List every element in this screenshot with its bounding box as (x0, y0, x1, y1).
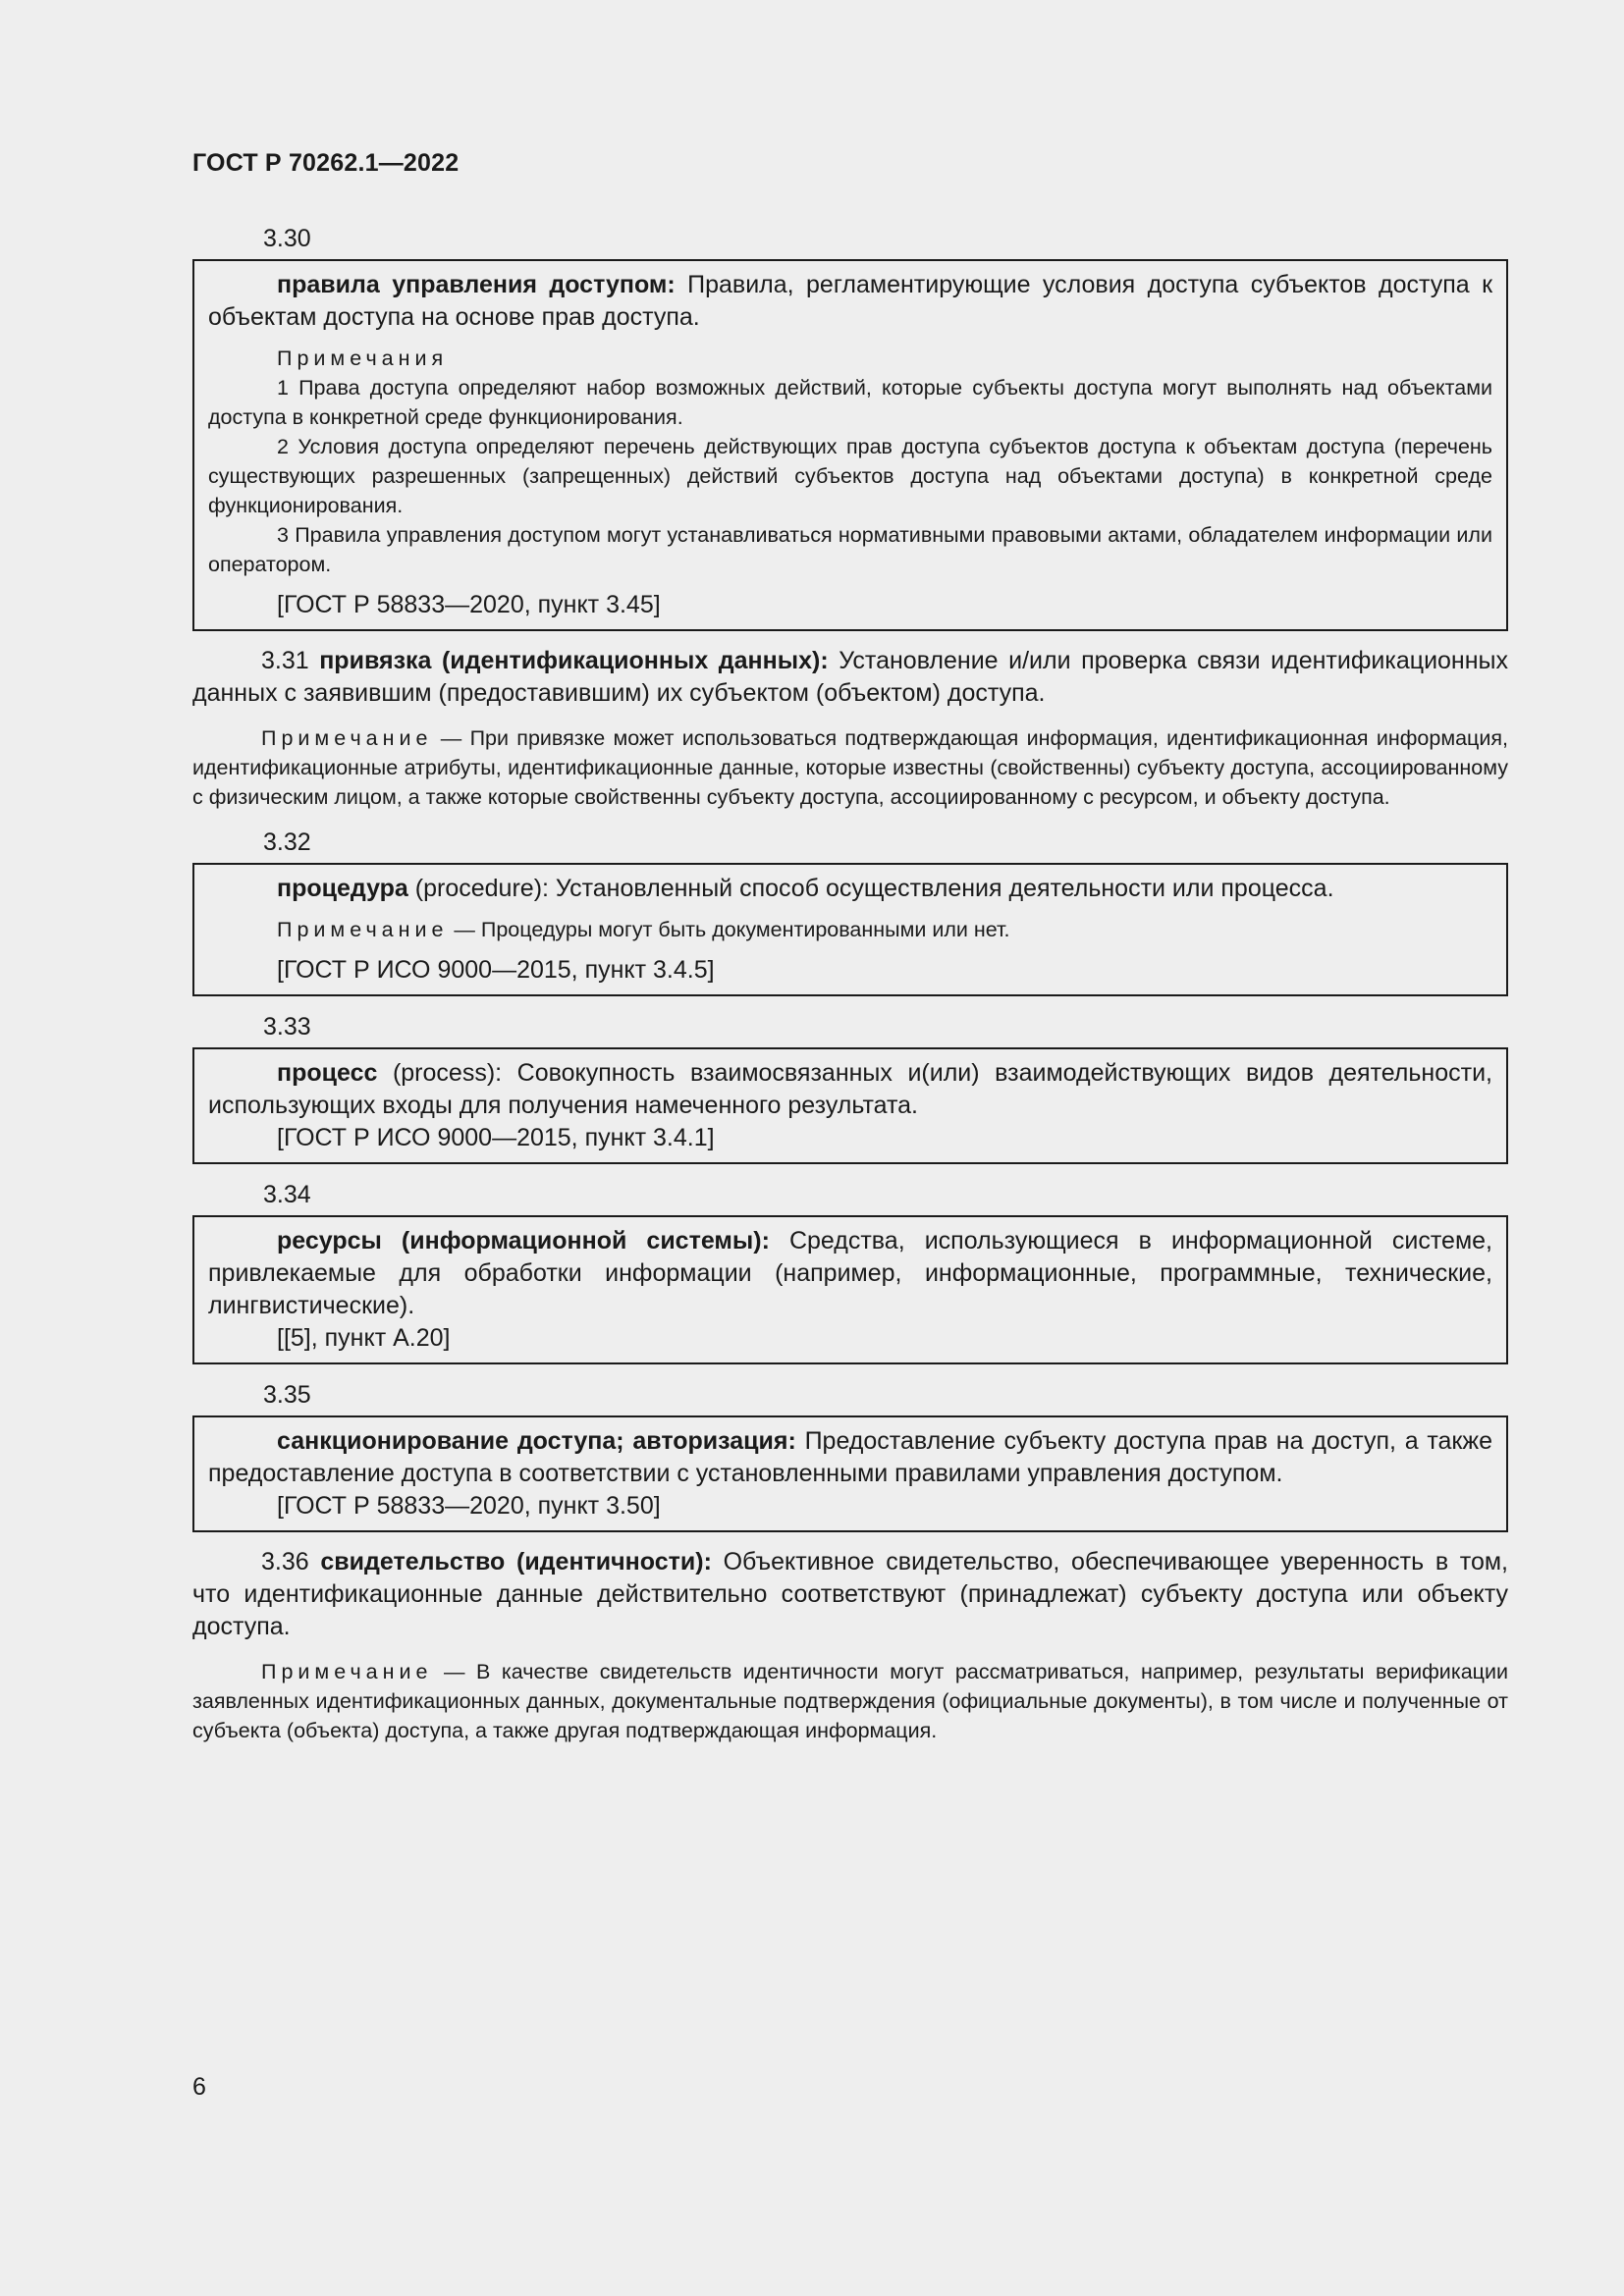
note-text: — Процедуры могут быть документированными или нет. (448, 918, 1010, 941)
term-source: [ГОСТ Р 58833—2020, пункт 3.50] (277, 1492, 661, 1520)
note-item: 3 Правила управления доступом могут устанавливаться нормативными правовыми актами, обладателем информации или оператором. (208, 523, 1492, 576)
term-title: привязка (идентификационных данных): (319, 647, 829, 674)
term-title: ресурсы (информационной системы): (277, 1227, 770, 1255)
note-label: Примечание (261, 726, 433, 750)
term-definition (208, 873, 1492, 905)
term-definition-3-31 (192, 645, 1508, 710)
term-box-3-30 (192, 259, 1508, 631)
term-box-3-33 (192, 1047, 1508, 1164)
term-definition (208, 1057, 1492, 1122)
term-title: правила управления доступом: (277, 271, 676, 298)
term-number: 3.34 (263, 1181, 311, 1208)
definition-text: (procedure): Установленный способ осуществления деятельности или процесса. (407, 875, 1334, 902)
term-note-3-31 (192, 723, 1508, 812)
term-title: процедура (277, 875, 408, 902)
term-title: процесс (277, 1059, 378, 1087)
term-box-3-34 (192, 1215, 1508, 1364)
term-definition-3-36 (192, 1546, 1508, 1643)
term-source: [[5], пункт А.20] (277, 1324, 451, 1352)
note-text: — В качестве свидетельств идентичности могут рассматриваться, например, результаты верификации заявленных идентификационных данных, документальные подтверждения (официальные документы), в том числе и полученные от субъекта (объекта) доступа, а также другая подтверждающая информация. (192, 1660, 1508, 1742)
term-definition (208, 1225, 1492, 1322)
term-box-3-32 (192, 863, 1508, 996)
definition-text: Предоставление субъекту доступа прав на доступ, а также предоставление доступа в соответствии с установленными правилами управления доступом. (208, 1427, 1493, 1487)
term-title: свидетельство (идентичности): (320, 1548, 712, 1575)
note-label: Примечание (277, 918, 449, 941)
note-text: — При привязке может использоваться подтверждающая информация, идентификационная информация, идентификационные атрибуты, идентификационные данные, которые известны (свойственны) субъекту доступа, ассоциированному с физическим лицом, а также которые свойственны субъекту доступа, ассоциированному с ресурсом, и объекту доступа. (192, 726, 1508, 809)
term-definition (208, 1425, 1492, 1490)
notes-heading: Примечания (277, 347, 449, 370)
definition-text: Правила, регламентирующие условия доступа субъектов доступа к объектам доступа на основе прав доступа. (208, 271, 1493, 331)
term-number: 3.32 (263, 828, 311, 856)
term-source: [ГОСТ Р 58833—2020, пункт 3.45] (277, 591, 661, 618)
document-body (192, 222, 1508, 1759)
term-note-3-36 (192, 1657, 1508, 1745)
note-item: 1 Права доступа определяют набор возможных действий, которые субъекты доступа могут выполнять над объектами доступа в конкретной среде функционирования. (208, 376, 1492, 429)
definition-text: Средства, использующиеся в информационной системе, привлекаемые для обработки информации (например, информационные, программные, технические, лингвистические). (208, 1227, 1492, 1319)
term-definition (208, 269, 1492, 334)
term-number: 3.30 (263, 225, 311, 252)
term-number: 3.35 (263, 1381, 311, 1409)
document-header: ГОСТ Р 70262.1—2022 (192, 149, 460, 177)
definition-text: (process): Совокупность взаимосвязанных и(или) взаимодействующих видов деятельности, использующих входы для получения намеченного результата. (208, 1059, 1492, 1119)
note-label: Примечание (261, 1660, 433, 1683)
term-note (208, 915, 1492, 944)
term-box-3-35 (192, 1415, 1508, 1532)
term-number: 3.36 (261, 1548, 321, 1575)
term-source: [ГОСТ Р ИСО 9000—2015, пункт 3.4.5] (277, 956, 715, 984)
term-title: санкционирование доступа; авторизация: (277, 1427, 796, 1455)
definition-text: Объективное свидетельство, обеспечивающее уверенность в том, что идентификационные данные действительно соответствуют (принадлежат) субъекту доступа или объекту доступа. (192, 1548, 1508, 1640)
term-source: [ГОСТ Р ИСО 9000—2015, пункт 3.4.1] (277, 1124, 715, 1151)
term-number: 3.33 (263, 1013, 311, 1041)
definition-text: Установление и/или проверка связи идентификационных данных с заявившим (предоставившим) их субъектом (объектом) доступа. (192, 647, 1509, 707)
page-number: 6 (192, 2073, 206, 2101)
term-number: 3.31 (261, 647, 320, 674)
note-item: 2 Условия доступа определяют перечень действующих прав доступа субъектов доступа к объектам доступа (перечень существующих разрешенных (запрещенных) действий субъектов доступа над объектами доступа) в конкретной среде функционирования. (208, 435, 1492, 517)
